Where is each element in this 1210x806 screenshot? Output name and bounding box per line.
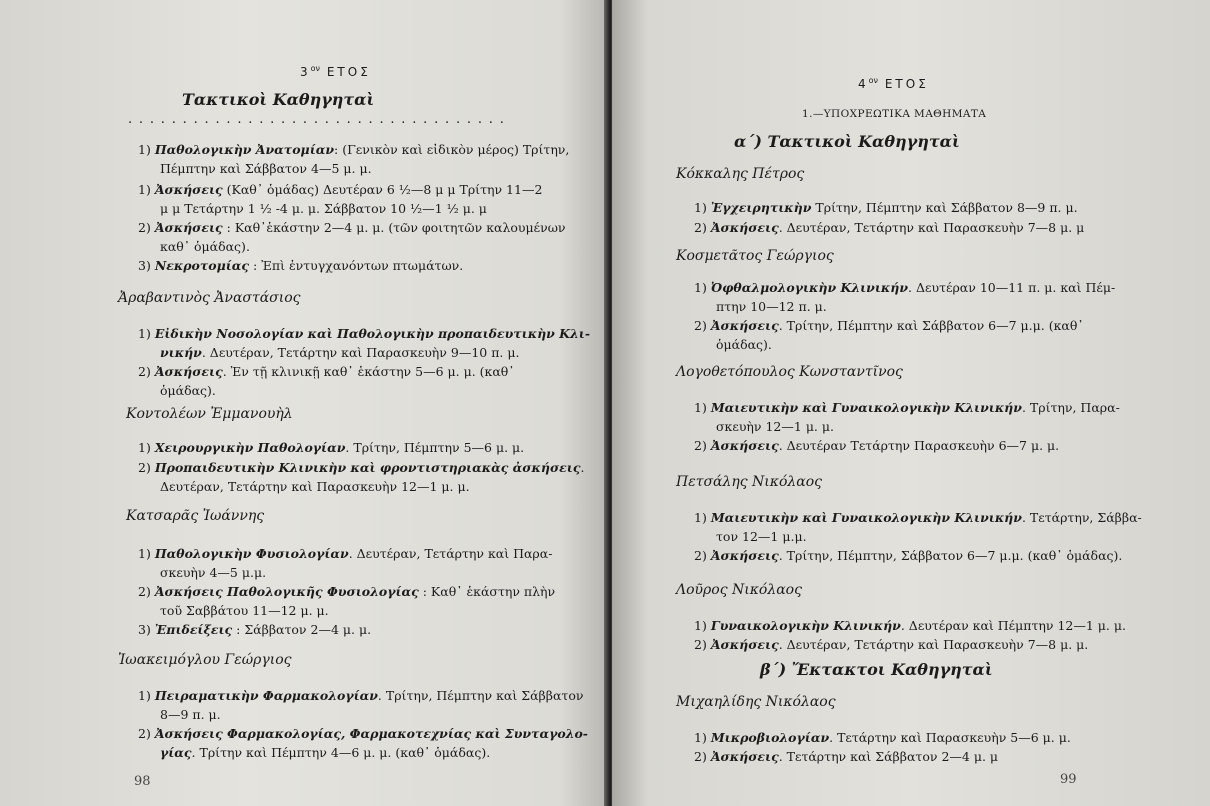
entry-line: ὁμάδας). xyxy=(160,383,216,398)
entry-line: 1) Ὀφθαλμολογικὴν Κλινικήν. Δευτέραν 10—11 π. μ. καὶ Πέμ- xyxy=(694,280,1116,295)
entry-line: 1) Γυναικολογικὴν Κλινικήν. Δευτέραν καὶ Πέμπτην 12—1 μ. μ. xyxy=(694,618,1126,633)
entry-line: ὁμάδας). xyxy=(716,337,772,352)
entry-line: 3) Νεκροτομίας : Ἐπὶ ἐντυγχανόντων πτωμάτων. xyxy=(138,258,464,273)
entry-line: 1) Μικροβιολογίαν. Τετάρτην καὶ Παρασκευὴν 5—6 μ. μ. xyxy=(694,730,1071,745)
entry-line: 1) Εἰδικὴν Νοσολογίαν καὶ Παθολογικὴν προπαιδευτικὴν Κλι- xyxy=(138,326,591,341)
section-title-b: β΄) Ἔκτακτοι Καθηγηταὶ xyxy=(760,660,993,679)
entry-line: σκευὴν 4—5 μ.μ. xyxy=(160,565,267,580)
entry-line: μ μ Τετάρτην 1 ½ -4 μ. μ. Σάββατον 10 ½—1 ½ μ. μ xyxy=(160,201,487,216)
entry-line: 2) Ἀσκήσεις. Ἐν τῇ κλινικῇ καθ᾽ ἑκάστην 5—6 μ. μ. (καθ᾽ xyxy=(138,364,515,379)
entry-line: 1) Πειραματικὴν Φαρμακολογίαν. Τρίτην, Πέμπτην καὶ Σάββατον xyxy=(138,688,584,703)
page-number: 99 xyxy=(1060,772,1077,787)
entry-line: τον 12—1 μ.μ. xyxy=(716,529,807,544)
entry-line: 1) Παθολογικὴν Ἀνατομίαν: (Γενικὸν καὶ εἰδικὸν μέρος) Τρίτην, xyxy=(138,142,570,157)
entry-line: 2) Ἀσκήσεις Παθολογικῆς Φυσιολογίας : Καθ᾽ ἑκάστην πλὴν xyxy=(138,584,556,599)
entry-line: 8—9 π. μ. xyxy=(160,707,221,722)
professor-name: Ἀραβαντινὸς Ἀναστάσιος xyxy=(118,290,301,306)
year-heading: $3^{o\nu}$ ΕΤΟΣ xyxy=(300,64,371,79)
entry-line: 1) Χειρουργικὴν Παθολογίαν. Τρίτην, Πέμπτην 5—6 μ. μ. xyxy=(138,440,525,455)
entry-line: γίας. Τρίτην καὶ Πέμπτην 4—6 μ. μ. (καθ᾽ ὁμάδας). xyxy=(160,745,491,760)
entry-line: 2) Ἀσκήσεις. Τρίτην, Πέμπτην καὶ Σάββατον 6—7 μ.μ. (καθ᾽ xyxy=(694,318,1084,333)
professor-name: Λογοθετόπουλος Κωνσταντῖνος xyxy=(676,364,903,380)
entry-line: 1) Μαιευτικὴν καὶ Γυναικολογικὴν Κλινικήν. Τετάρτην, Σάββα- xyxy=(694,510,1142,525)
entry-line: 2) Ἀσκήσεις. Δευτέραν Τετάρτην Παρασκευὴν 6—7 μ. μ. xyxy=(694,438,1060,453)
entry-line: τοῦ Σαββάτου 11—12 μ. μ. xyxy=(160,603,329,618)
entry-line: 1) Μαιευτικὴν καὶ Γυναικολογικὴν Κλινικήν. Τρίτην, Παρα- xyxy=(694,400,1120,415)
entry-line: Πέμπτην καὶ Σάββατον 4—5 μ. μ. xyxy=(160,161,372,176)
entry-line: 2) Προπαιδευτικὴν Κλινικὴν καὶ φροντιστηριακὰς ἀσκήσεις. xyxy=(138,460,585,475)
entry-line: 1) Ἐγχειρητικὴν Τρίτην, Πέμπτην καὶ Σάββατον 8—9 π. μ. xyxy=(694,200,1078,215)
entry-line: 1) Ἀσκήσεις (Καθ᾽ ὁμάδας) Δευτέραν 6 ½—8 μ μ Τρίτην 11—2 xyxy=(138,182,543,197)
professor-name: Ἰωακειμόγλου Γεώργιος xyxy=(118,652,292,668)
entry-line: καθ᾽ ὁμάδας). xyxy=(160,239,250,254)
entry-line: 2) Ἀσκήσεις Φαρμακολογίας, Φαρμακοτεχνίας καὶ Συνταγολο- xyxy=(138,726,588,741)
year-heading: $4^{o\nu}$ ΕΤΟΣ xyxy=(858,76,929,91)
dotted-separator: ................................... xyxy=(128,112,511,127)
entry-line: νικήν. Δευτέραν, Τετάρτην καὶ Παρασκευὴν 9—10 π. μ. xyxy=(160,345,520,360)
entry-line: Δευτέραν, Τετάρτην καὶ Παρασκευὴν 12—1 μ. μ. xyxy=(160,479,470,494)
professor-name: Κοντολέων Ἐμμανουὴλ xyxy=(126,406,293,422)
entry-line: 2) Ἀσκήσεις : Καθ᾽ἑκάστην 2—4 μ. μ. (τῶν φοιτητῶν καλουμένων xyxy=(138,220,566,235)
entry-line: 3) Ἐπιδείξεις : Σάββατον 2—4 μ. μ. xyxy=(138,622,372,637)
professor-name: Λοῦρος Νικόλαος xyxy=(676,582,802,598)
page-number: 98 xyxy=(134,774,151,789)
entry-line: 2) Ἀσκήσεις. Δευτέραν, Τετάρτην καὶ Παρασκευὴν 7—8 μ. μ. xyxy=(694,637,1089,652)
entry-line: 2) Ἀσκήσεις. Τετάρτην καὶ Σάββατον 2—4 μ. μ xyxy=(694,749,999,764)
section-title: Τακτικοὶ Καθηγηταὶ xyxy=(182,90,375,109)
entry-line: σκευὴν 12—1 μ. μ. xyxy=(716,419,834,434)
professor-name: Κόκκαλης Πέτρος xyxy=(676,166,805,182)
entry-line: 1) Παθολογικὴν Φυσιολογίαν. Δευτέραν, Τετάρτην καὶ Παρα- xyxy=(138,546,553,561)
subheading: 1.—ΥΠΟΧΡΕΩΤΙΚΑ ΜΑΘΗΜΑΤΑ xyxy=(802,108,987,120)
entry-line: 2) Ἀσκήσεις. Δευτέραν, Τετάρτην καὶ Παρασκευὴν 7—8 μ. μ xyxy=(694,220,1085,235)
section-title-a: α΄) Τακτικοὶ Καθηγηταὶ xyxy=(734,132,960,151)
professor-name: Πετσάλης Νικόλαος xyxy=(676,474,822,490)
entry-line: 2) Ἀσκήσεις. Τρίτην, Πέμπτην, Σάββατον 6—7 μ.μ. (καθ᾽ ὁμάδας). xyxy=(694,548,1123,563)
professor-name: Κοσμετᾶτος Γεώργιος xyxy=(676,248,834,264)
right-page xyxy=(612,0,1210,806)
entry-line: πτην 10—12 π. μ. xyxy=(716,299,827,314)
professor-name: Κατσαρᾶς Ἰωάννης xyxy=(126,508,265,524)
professor-name: Μιχαηλίδης Νικόλαος xyxy=(676,694,836,710)
